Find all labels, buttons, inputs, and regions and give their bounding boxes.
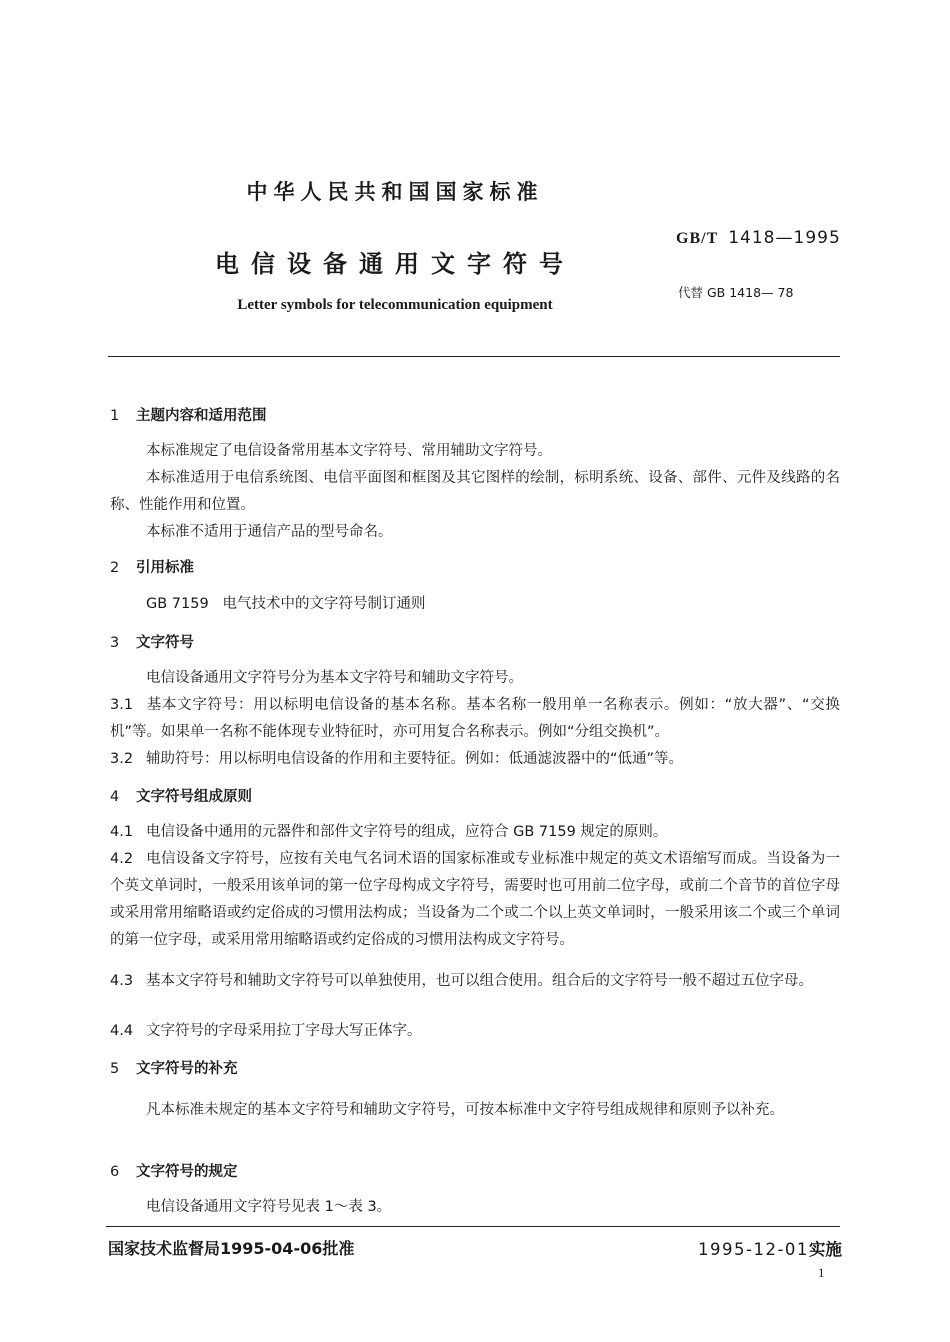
section-5-heading bbox=[110, 1057, 238, 1078]
section-2-heading bbox=[110, 556, 194, 577]
page-number: 1 bbox=[818, 1265, 825, 1280]
section-number: 4 bbox=[110, 789, 120, 805]
clause-text: 电信设备文字符号，应按有关电气名词术语的国家标准或专业标准中规定的英文术语缩写而成。当设备为一个英文单词时，一般采用该单词的第一位字母构成文字符号，需要时也可用前二位字母，或前二个音节的首位字母或采用常用缩略语或约定俗成的习惯用法构成；当设备为二个或二个以上英文单词时，一般采用该二个或三个单词的第一位字母，或采用常用缩略语或约定俗成的习惯用法构成文字符号。 bbox=[110, 851, 840, 948]
section-number: 3 bbox=[110, 635, 120, 651]
clause-text: 基本文字符号和辅助文字符号可以单独使用，也可以组合使用。组合后的文字符号一般不超过五位字母。 bbox=[146, 973, 813, 989]
section-1-paragraph-3: 本标准不适用于通信产品的型号命名。 bbox=[146, 524, 393, 540]
section-number: 2 bbox=[110, 560, 120, 576]
standard-code-number: 1418—1995 bbox=[728, 228, 841, 248]
clause-number: 3.1 bbox=[110, 697, 134, 713]
clause-text: 电信设备中通用的元器件和部件文字符号的组成，应符合 GB 7159 规定的原则。 bbox=[146, 824, 668, 840]
implementation-line bbox=[698, 1236, 842, 1260]
clause-number: 4.2 bbox=[110, 851, 134, 867]
section-1-heading bbox=[110, 404, 267, 425]
clause-number: 3.2 bbox=[110, 751, 134, 767]
approval-line: 国家技术监督局1995-04-06批准 bbox=[108, 1239, 355, 1258]
clause-3-1 bbox=[110, 692, 840, 746]
clause-text: 基本文字符号：用以标明电信设备的基本名称。基本名称一般用单一名称表示。例如：“放大器”、“交换机”等。如果单一名称不能体现专业特征时，亦可用复合名称表示。例如“分组交换机”。 bbox=[110, 697, 840, 740]
reference-title: 电气技术中的文字符号制订通则 bbox=[222, 596, 426, 612]
standard-code-prefix: GB/T bbox=[676, 230, 719, 247]
section-title: 主题内容和适用范围 bbox=[136, 408, 267, 424]
section-title: 文字符号的补充 bbox=[136, 1061, 238, 1077]
section-number: 6 bbox=[110, 1164, 120, 1180]
section-3-paragraph-1: 电信设备通用文字符号分为基本文字符号和辅助文字符号。 bbox=[146, 670, 523, 686]
clause-number: 4.3 bbox=[110, 973, 134, 989]
clause-number: 4.1 bbox=[110, 824, 134, 840]
footer-divider bbox=[106, 1226, 840, 1227]
clause-text: 辅助符号：用以标明电信设备的作用和主要特征。例如：低通滤波器中的“低通”等。 bbox=[146, 751, 684, 767]
header-divider bbox=[108, 356, 840, 357]
clause-4-3 bbox=[110, 968, 840, 995]
clause-3-2 bbox=[110, 746, 840, 773]
section-number: 5 bbox=[110, 1061, 120, 1077]
section-number: 1 bbox=[110, 408, 120, 424]
section-title: 引用标准 bbox=[136, 560, 194, 576]
document-title-english: Letter symbols for telecommunication equipment bbox=[237, 297, 553, 313]
implementation-label: 实施 bbox=[808, 1240, 842, 1259]
section-4-heading bbox=[110, 785, 252, 806]
section-6-heading bbox=[110, 1160, 238, 1181]
section-title: 文字符号组成原则 bbox=[136, 789, 252, 805]
section-title: 文字符号的规定 bbox=[136, 1164, 238, 1180]
section-3-heading bbox=[110, 631, 194, 652]
section-5-paragraph-1: 凡本标准未规定的基本文字符号和辅助文字符号，可按本标准中文字符号组成规律和原则予以补充。 bbox=[146, 1102, 784, 1118]
section-1-paragraph-2: 本标准适用于电信系统图、电信平面图和框图及其它图样的绘制，标明系统、设备、部件、元件及线路的名称、性能作用和位置。 bbox=[110, 470, 840, 513]
clause-4-4 bbox=[110, 1018, 840, 1045]
national-standard-label: 中华人民共和国国家标准 bbox=[246, 180, 544, 204]
clause-text: 文字符号的字母采用拉丁字母大写正体字。 bbox=[146, 1023, 422, 1039]
section-1-paragraph-1: 本标准规定了电信设备常用基本文字符号、常用辅助文字符号。 bbox=[146, 443, 552, 459]
replaces-note: 代替 GB 1418— 78 bbox=[678, 285, 794, 300]
referenced-standard bbox=[110, 591, 840, 618]
implementation-date: 1995-12-01 bbox=[698, 1240, 809, 1259]
section-6-paragraph-1: 电信设备通用文字符号见表 1～表 3。 bbox=[146, 1199, 392, 1215]
document-title-chinese: 电信设备通用文字符号 bbox=[215, 250, 575, 278]
clause-4-1 bbox=[110, 819, 840, 846]
reference-code: GB 7159 bbox=[146, 596, 209, 612]
clause-4-2 bbox=[110, 846, 840, 954]
clause-number: 4.4 bbox=[110, 1023, 134, 1039]
section-title: 文字符号 bbox=[136, 635, 194, 651]
